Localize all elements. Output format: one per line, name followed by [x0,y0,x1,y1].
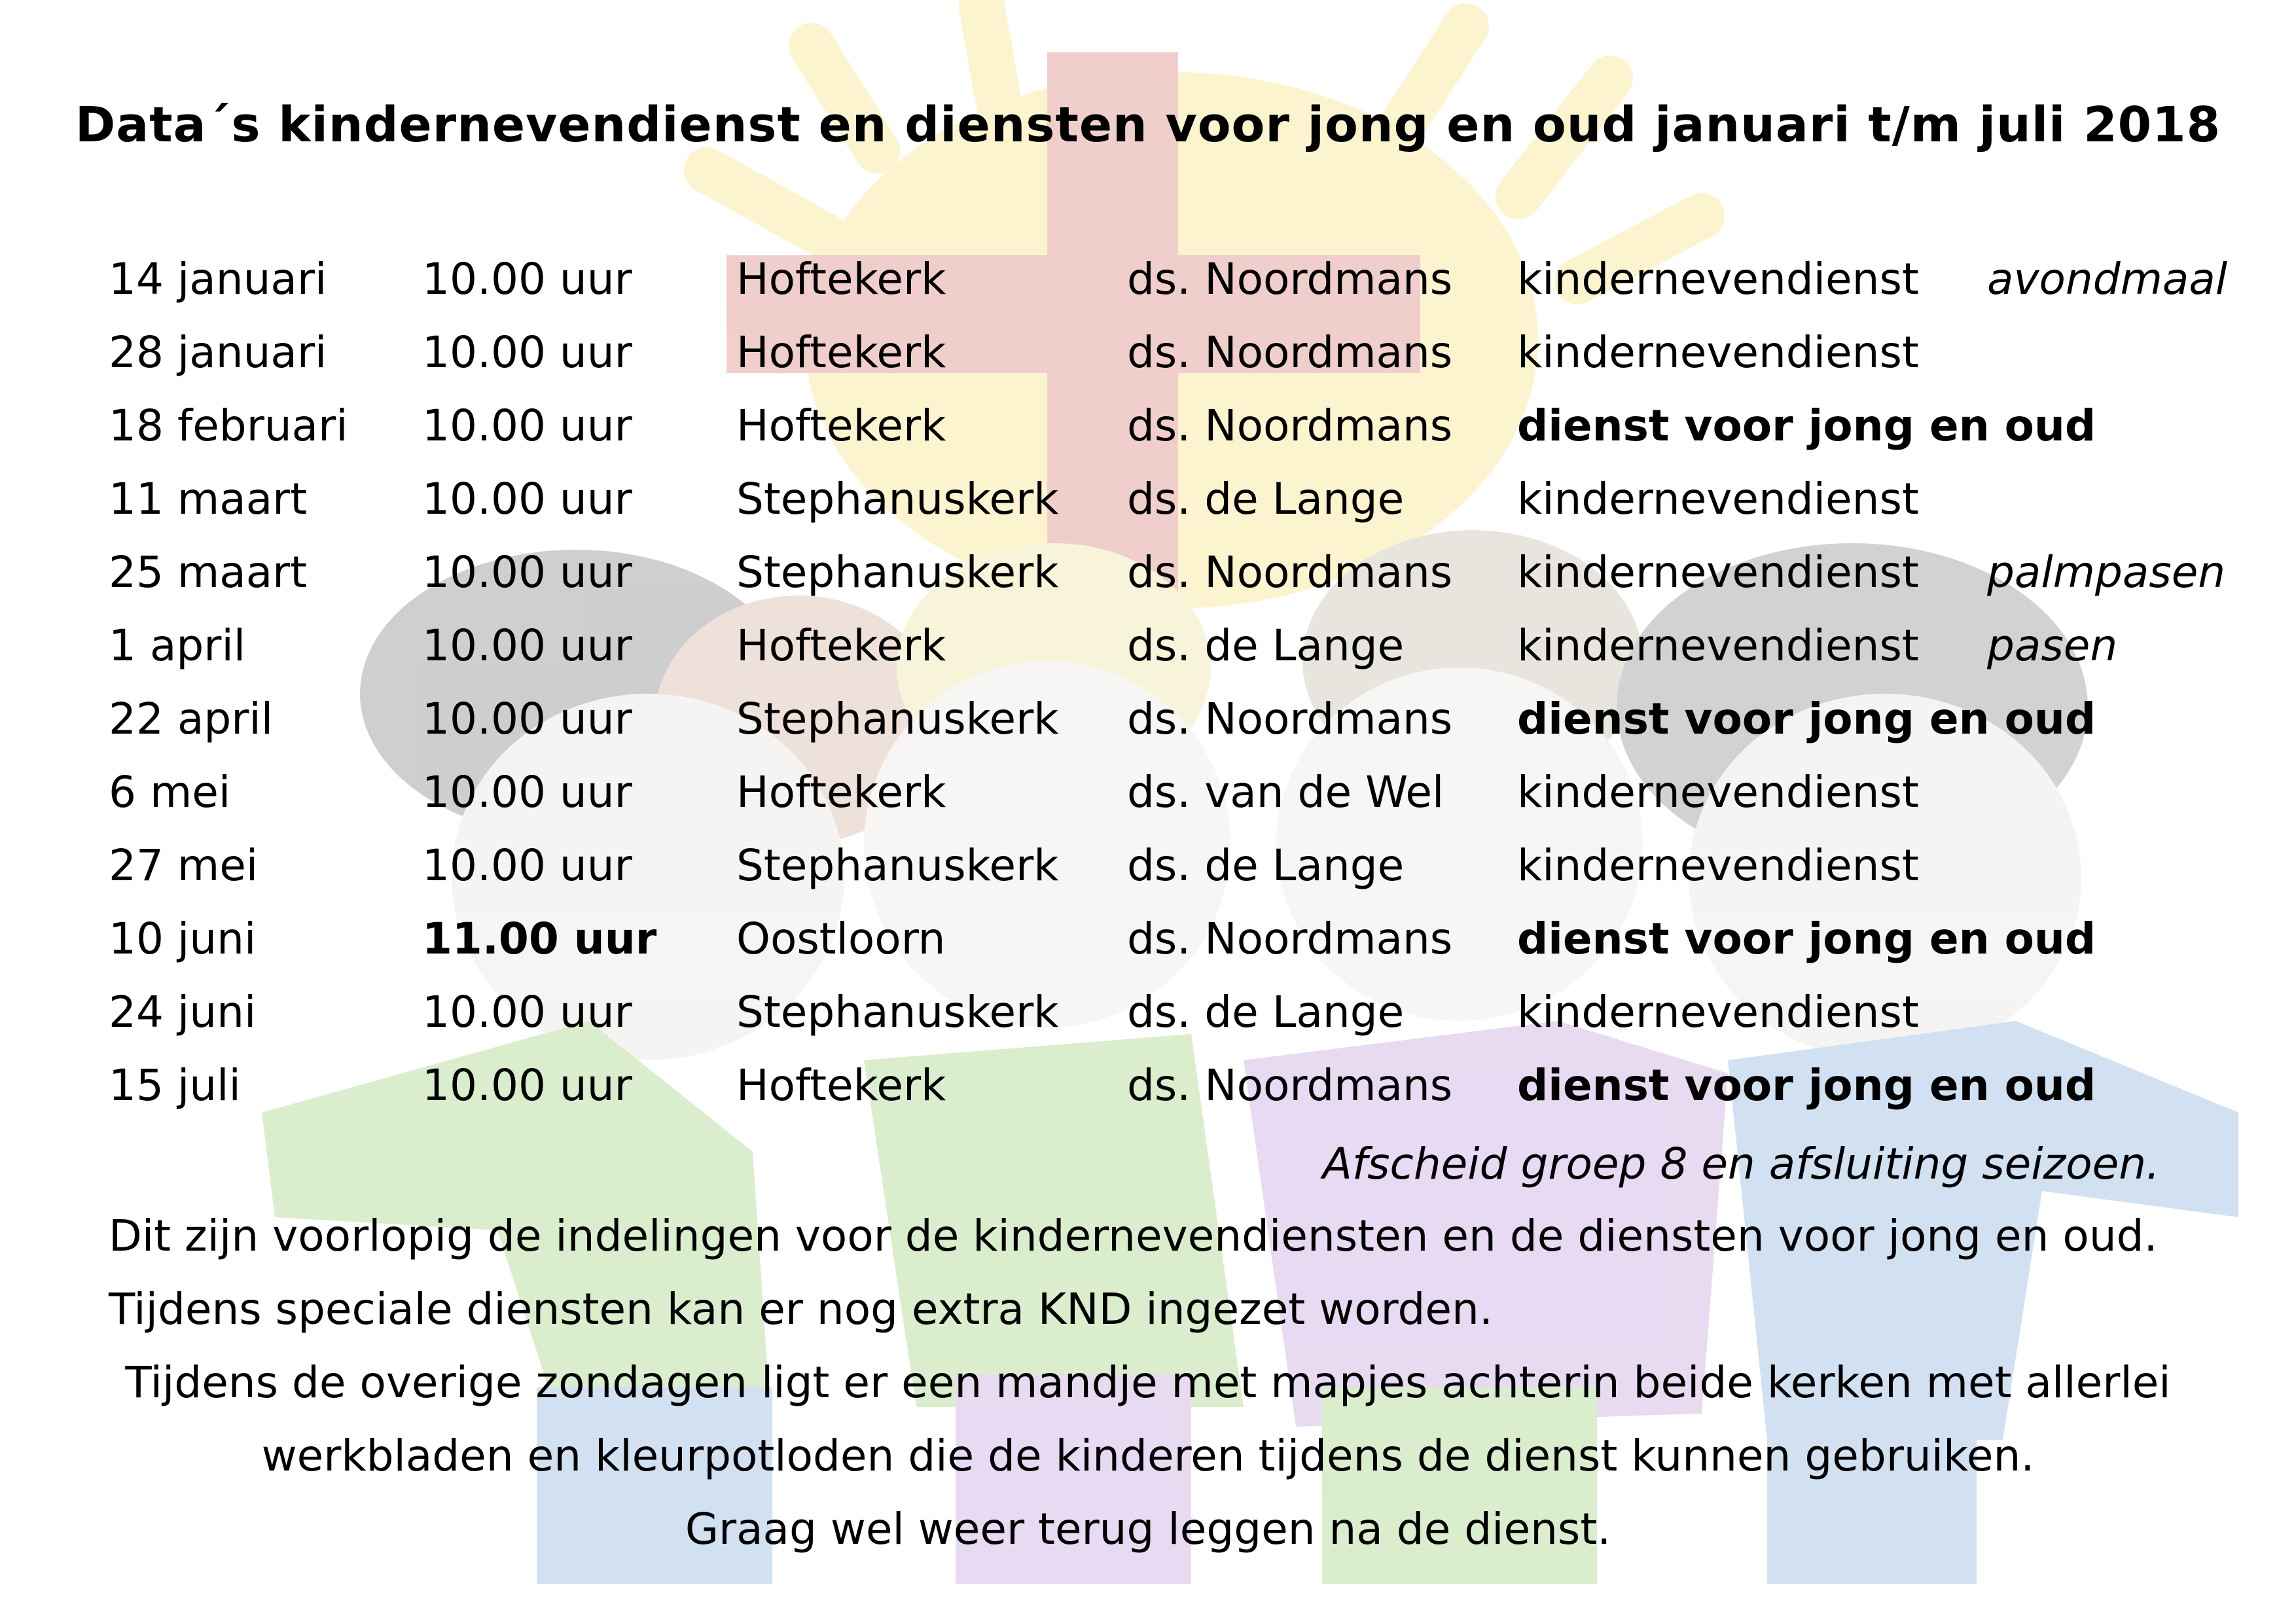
minister-cell: ds. de Lange [1127,474,1405,524]
date-cell: 22 april [109,694,274,744]
church-cell: Stephanuskerk [736,987,1059,1037]
church-cell: Oostloorn [736,914,946,964]
schedule-row [0,840,2296,914]
church-cell: Hoftekerk [736,401,946,451]
minister-cell: ds. de Lange [1127,987,1405,1037]
date-cell: 24 juni [109,987,257,1037]
footer-line: Dit zijn voorlopig de indelingen voor de kindernevendiensten en de diensten voor jong en oud. [109,1211,2158,1261]
farewell-note: Afscheid groep 8 en afsluiting seizoen. [1322,1139,2160,1189]
date-cell: 27 mei [109,840,259,891]
schedule-row [0,254,2296,327]
time-cell: 10.00 uur [422,987,632,1037]
note-cell: pasen [1987,620,2118,671]
footer-line: Tijdens de overige zondagen ligt er een mandje met mapjes achterin beide kerken met allerlei [125,1357,2171,1408]
schedule-row [0,987,2296,1060]
service-cell: kindernevendienst [1517,767,1919,817]
church-cell: Hoftekerk [736,767,946,817]
footer-line: Tijdens speciale diensten kan er nog extra KND ingezet worden. [109,1284,1493,1334]
service-cell: kindernevendienst [1517,620,1919,671]
date-cell: 11 maart [109,474,308,524]
date-cell: 15 juli [109,1060,241,1111]
service-cell: dienst voor jong en oud [1517,694,2096,744]
schedule-row [0,620,2296,694]
minister-cell: ds. Noordmans [1127,914,1453,964]
schedule-row [0,401,2296,474]
date-cell: 6 mei [109,767,231,817]
page-title: Data´s kindernevendienst en diensten voor jong en oud januari t/m juli 2018 [75,97,2221,153]
service-cell: kindernevendienst [1517,254,1919,304]
date-cell: 1 april [109,620,246,671]
minister-cell: ds. de Lange [1127,840,1405,891]
time-cell: 10.00 uur [422,1060,632,1111]
schedule-row [0,694,2296,767]
schedule-row [0,767,2296,840]
church-cell: Hoftekerk [736,620,946,671]
time-cell: 10.00 uur [422,840,632,891]
minister-cell: ds. Noordmans [1127,401,1453,451]
minister-cell: ds. van de Wel [1127,767,1444,817]
time-cell: 10.00 uur [422,254,632,304]
service-cell: kindernevendienst [1517,987,1919,1037]
minister-cell: ds. de Lange [1127,620,1405,671]
schedule-row [0,327,2296,401]
time-cell: 10.00 uur [422,327,632,378]
schedule-row [0,547,2296,620]
time-cell: 10.00 uur [422,474,632,524]
footer-line: werkbladen en kleurpotloden die de kinderen tijdens de dienst kunnen gebruiken. [261,1431,2035,1481]
church-cell: Stephanuskerk [736,474,1059,524]
church-cell: Hoftekerk [736,327,946,378]
service-cell: kindernevendienst [1517,547,1919,597]
footer-line: Graag wel weer terug leggen na de dienst. [685,1504,1611,1554]
service-cell: kindernevendienst [1517,474,1919,524]
time-cell: 10.00 uur [422,694,632,744]
date-cell: 14 januari [109,254,327,304]
note-cell: palmpasen [1987,547,2226,597]
church-cell: Hoftekerk [736,1060,946,1111]
minister-cell: ds. Noordmans [1127,694,1453,744]
time-cell: 10.00 uur [422,767,632,817]
date-cell: 10 juni [109,914,257,964]
church-cell: Stephanuskerk [736,694,1059,744]
service-cell: kindernevendienst [1517,840,1919,891]
minister-cell: ds. Noordmans [1127,254,1453,304]
service-cell: dienst voor jong en oud [1517,401,2096,451]
date-cell: 28 januari [109,327,327,378]
minister-cell: ds. Noordmans [1127,1060,1453,1111]
church-cell: Stephanuskerk [736,840,1059,891]
church-cell: Stephanuskerk [736,547,1059,597]
schedule-row [0,474,2296,547]
time-cell: 10.00 uur [422,401,632,451]
church-cell: Hoftekerk [736,254,946,304]
minister-cell: ds. Noordmans [1127,327,1453,378]
service-cell: dienst voor jong en oud [1517,1060,2096,1111]
date-cell: 25 maart [109,547,308,597]
note-cell: avondmaal [1987,254,2228,304]
time-cell: 10.00 uur [422,547,632,597]
schedule-row [0,1060,2296,1133]
date-cell: 18 februari [109,401,348,451]
time-cell: 11.00 uur [422,914,657,964]
schedule-row [0,914,2296,987]
minister-cell: ds. Noordmans [1127,547,1453,597]
service-cell: dienst voor jong en oud [1517,914,2096,964]
time-cell: 10.00 uur [422,620,632,671]
service-cell: kindernevendienst [1517,327,1919,378]
